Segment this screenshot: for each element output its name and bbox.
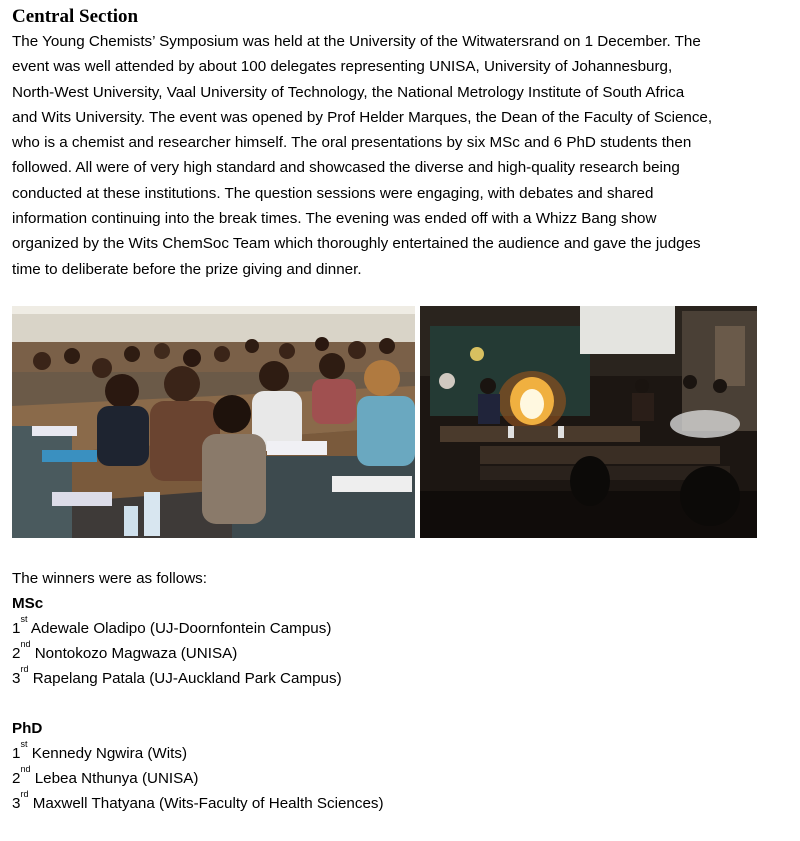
paragraph-line: North-West University, Vaal University of Technology, the National Metrology Institute of South Africa <box>12 83 685 101</box>
list-item: 3rd Maxwell Thatyana (Wits-Faculty of Health Sciences) <box>12 789 384 812</box>
list-item: 1st Kennedy Ngwira (Wits) <box>12 739 187 762</box>
winners-intro: The winners were as follows: <box>12 570 207 587</box>
whizz-bang-show-photo <box>420 306 757 538</box>
paragraph-line: event was well attended by about 100 delegates representing UNISA, University of Johannesburg, <box>12 58 673 76</box>
symposium-paragraph <box>12 29 782 282</box>
list-item: 2nd Lebea Nthunya (UNISA) <box>12 764 199 787</box>
paragraph-line: and Wits University. The event was opened by Prof Helder Marques, the Dean of the Faculty of Science, <box>12 108 713 126</box>
paragraph-line: followed. All were of very high standard and showcased the diverse and high-quality research being <box>12 159 680 177</box>
paragraph-line: information continuing into the break times. The evening was ended off with a Whizz Bang show <box>12 210 657 228</box>
audience-photo <box>12 306 415 538</box>
section-title: Central Section <box>12 6 139 27</box>
paragraph-line: The Young Chemists’ Symposium was held at the University of the Witwatersrand on 1 December. The <box>12 33 701 50</box>
winners-list <box>12 566 772 816</box>
paragraph-line: time to deliberate before the prize giving and dinner. <box>12 260 362 278</box>
msc-heading: MSc <box>12 595 44 612</box>
paragraph-line: organized by the Wits ChemSoc Team which thoroughly entertained the audience and gave the judges <box>12 235 701 253</box>
list-item: 3rd Rapelang Patala (UJ-Auckland Park Campus) <box>12 664 342 687</box>
list-item: 2nd Nontokozo Magwaza (UNISA) <box>12 639 238 662</box>
list-item: 1st Adewale Oladipo (UJ-Doornfontein Campus) <box>12 614 332 637</box>
paragraph-line: conducted at these institutions. The question sessions were engaging, with debates and shared <box>12 184 654 202</box>
phd-heading: PhD <box>12 720 43 737</box>
paragraph-line: who is a chemist and researcher himself. The oral presentations by six MSc and 6 PhD students then <box>12 134 692 152</box>
